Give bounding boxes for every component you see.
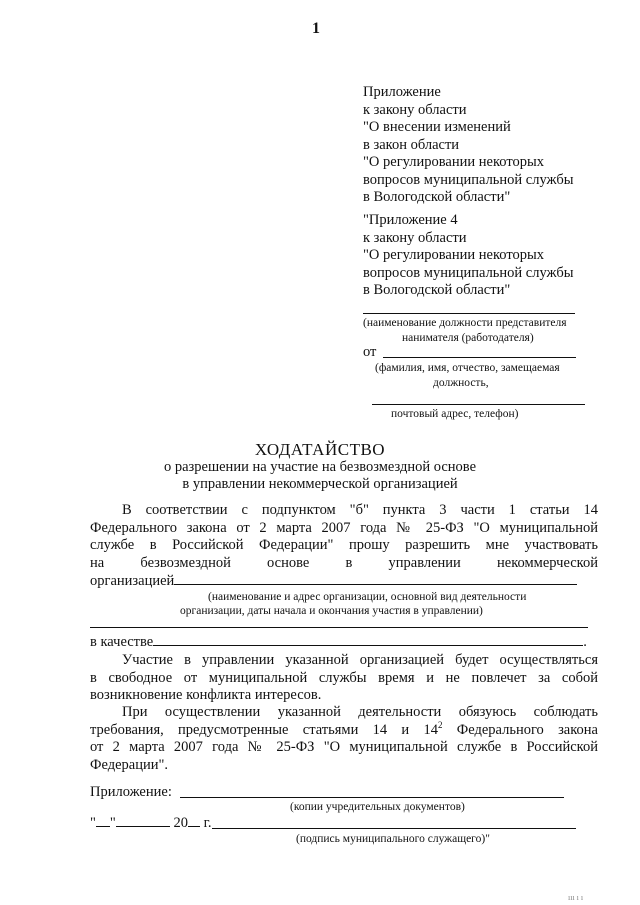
subtitle-line-1: о разрешении на участие на безвозмездной основе xyxy=(163,459,477,475)
signature-blank xyxy=(212,828,576,829)
paragraph-line: В соответствии с подпунктом "б" пункта 3 части 1 статьи 14 xyxy=(122,502,598,518)
appendix-header-2 xyxy=(363,212,573,300)
header-line: вопросов муниципальной службы xyxy=(363,264,574,281)
appendix-header-1 xyxy=(363,84,573,207)
capacity-blank xyxy=(153,633,583,646)
paragraph-line: возникновение конфликта интересов. xyxy=(90,687,322,703)
header-line: вопросов муниципальной службы xyxy=(363,171,574,188)
addressee-caption-1: (наименование должности представителя xyxy=(363,317,567,329)
quote-open: " xyxy=(90,815,96,831)
header-line: к закону области xyxy=(363,229,467,246)
capacity-end: . xyxy=(583,634,587,650)
document-title: ХОДАТАЙСТВО xyxy=(254,440,386,459)
day-blank xyxy=(96,814,110,827)
petition-paragraph xyxy=(90,502,598,591)
page-number: 1 xyxy=(312,20,320,37)
header-line: в Вологодской области" xyxy=(363,189,511,205)
paragraph-text: требования, предусмотренные статьями 14 и 14 xyxy=(90,721,438,738)
organization-caption-2: организации, даты начала и окончания участия в управлении) xyxy=(180,605,483,617)
paragraph-line: от 2 марта 2007 года № 25-ФЗ "О муниципальной службе в Российской xyxy=(90,739,598,755)
paragraph-line: Участие в управлении указанной организацией будет осуществляться xyxy=(122,652,598,668)
attachment-label: Приложение: xyxy=(90,784,172,800)
organization-label: организацией xyxy=(90,573,175,589)
header-line: "О регулировании некоторых xyxy=(363,247,544,263)
paragraph-line: При осуществлении указанной деятельности обязуюсь соблюдать xyxy=(122,704,598,720)
addressee-caption-3: почтовый адрес, телефон) xyxy=(391,408,519,420)
capacity-label: в качестве xyxy=(90,634,154,650)
subtitle-line-2: в управлении некоммерческой организацией xyxy=(182,476,458,492)
addressee-caption-2b: должность, xyxy=(433,377,489,389)
organization-extra-line xyxy=(90,627,588,628)
paragraph-line xyxy=(90,719,598,740)
year-blank xyxy=(188,814,200,827)
quote-close: " xyxy=(109,815,116,831)
year-suffix: г. xyxy=(203,815,212,831)
header-line: "Приложение 4 xyxy=(363,212,458,228)
header-line: Приложение xyxy=(363,84,441,100)
attachment-blank xyxy=(180,797,564,798)
paragraph-line: Федерации". xyxy=(90,756,169,773)
date-row xyxy=(90,814,212,833)
organization-caption-1: (наименование и адрес организации, основной вид деятельности xyxy=(208,591,527,603)
month-blank xyxy=(116,814,170,827)
attachment-row xyxy=(90,784,172,802)
addressee-caption-2: (фамилия, имя, отчество, замещаемая xyxy=(375,362,560,374)
organization-blank xyxy=(174,572,577,585)
paragraph-text: Федерального закона xyxy=(456,721,598,738)
capacity-row xyxy=(90,633,587,652)
addressee-caption-1b: нанимателя (работодателя) xyxy=(402,332,534,344)
participation-paragraph xyxy=(90,652,598,705)
paragraph-line: службе в Российской Федерации" прошу разрешить мне участвовать xyxy=(90,537,598,553)
footer-mark: ııı ı ı xyxy=(568,893,584,902)
from-label: от xyxy=(363,344,377,360)
signature-caption: (подпись муниципального служащего)" xyxy=(296,833,490,845)
header-line: в Вологодской области" xyxy=(363,282,511,298)
paragraph-line: в свободное от муниципальной службы время и не повлечет за собой xyxy=(90,669,598,686)
header-line: "О регулировании некоторых xyxy=(363,154,544,170)
year-prefix: 20 xyxy=(173,815,188,831)
superscript: 2 xyxy=(437,719,443,730)
addressee-position-line xyxy=(363,313,575,314)
header-line: к закону области xyxy=(363,101,467,118)
paragraph-line: на безвозмездной основе в управлении некоммерческой xyxy=(90,554,598,571)
from-line xyxy=(383,357,576,358)
address-line xyxy=(372,404,585,405)
header-line: в закон области xyxy=(363,136,460,153)
obligation-paragraph xyxy=(90,704,598,774)
paragraph-line: Федерального закона от 2 марта 2007 года № 25-ФЗ "О муниципальной xyxy=(90,519,598,536)
header-line: "О внесении изменений xyxy=(363,119,511,135)
attachment-caption: (копии учредительных документов) xyxy=(290,801,465,813)
